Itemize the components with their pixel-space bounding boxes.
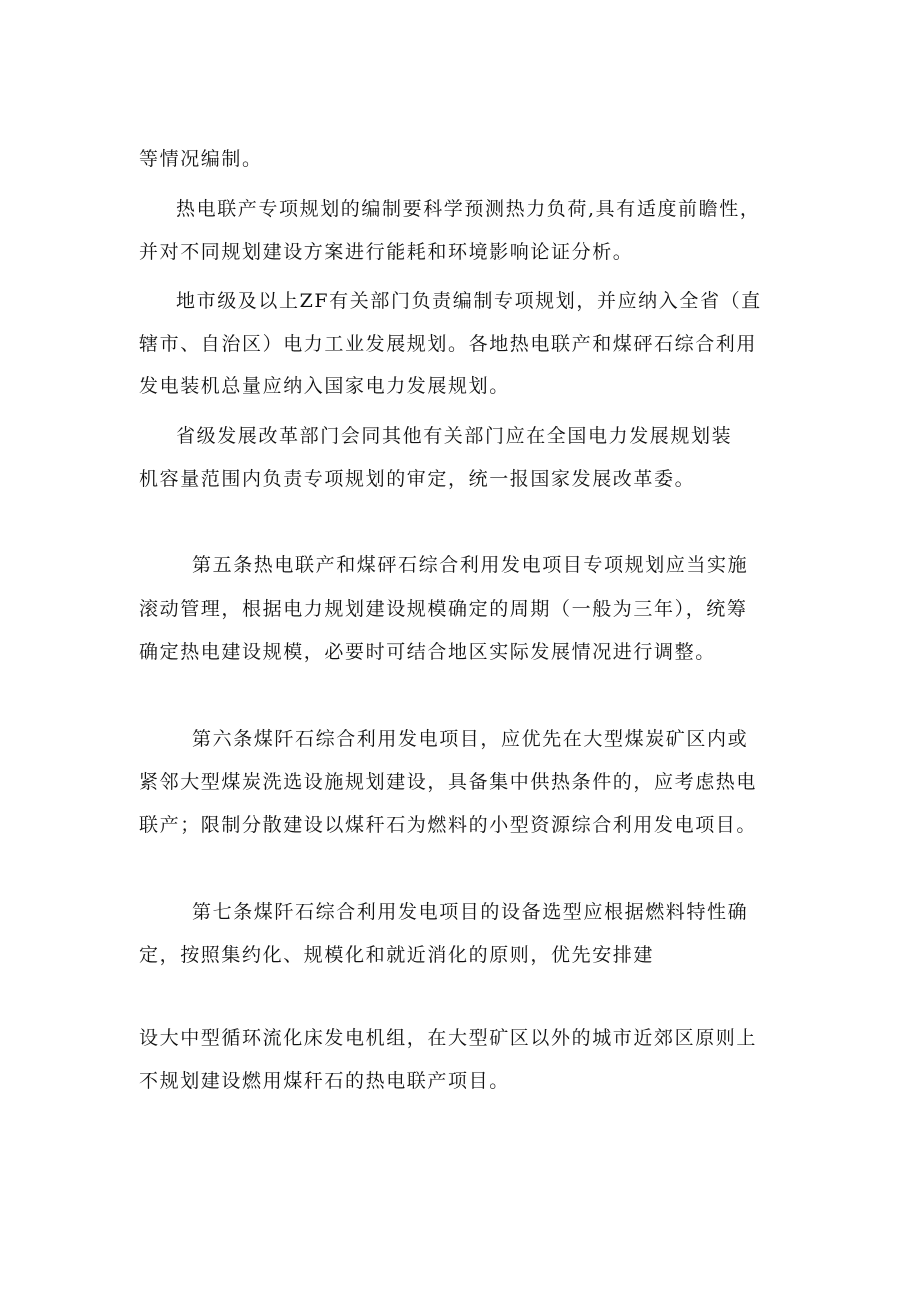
article-7-line-3: 设大中型循环流化床发电机组，在大型矿区以外的城市近郊区原则上 <box>139 1027 758 1049</box>
article-6-line-2: 紧邻大型煤炭洗选设施规划建设，具备集中供热条件的，应考虑热电 <box>139 771 758 793</box>
article-5-line-2: 滚动管理，根据电力规划建设规模确定的周期（一般为三年），统筹 <box>139 598 748 620</box>
article-5-line-3: 确定热电建设规模，必要时可结合地区实际发展情况进行调整。 <box>139 641 716 663</box>
article-5-line-1: 第五条热电联产和煤砰石综合利用发电项目专项规划应当实施 <box>192 554 749 576</box>
paragraph-provincial-line-1: 省级发展改革部门会同其他有关部门应在全国电力发展规划装 <box>176 425 733 447</box>
paragraph-municipal-line-1: 地市级及以上ZF有关部门负责编制专项规划，并应纳入全省（直 <box>176 290 762 312</box>
article-7-line-2: 定，按照集约化、规模化和就近消化的原则，优先安排建 <box>139 944 655 966</box>
article-7-line-4: 不规划建设燃用煤秆石的热电联产项目。 <box>139 1070 510 1092</box>
paragraph-municipal-line-2: 辖市、自治区）电力工业发展规划。各地热电联产和煤砰石综合利用 <box>139 333 758 355</box>
text-line-continuation: 等情况编制。 <box>139 148 263 170</box>
paragraph-provincial-line-2: 机容量范围内负责专项规划的审定，统一报国家发展改革委。 <box>139 468 696 490</box>
article-7-line-1: 第七条煤阡石综合利用发电项目的设备选型应根据燃料特性确 <box>192 901 749 923</box>
paragraph-municipal-line-3: 发电装机总量应纳入国家电力发展规划。 <box>139 375 510 397</box>
paragraph-chp-planning-line-2: 并对不同规划建设方案进行能耗和环境影响论证分析。 <box>139 241 634 263</box>
paragraph-chp-planning-line-1: 热电联产专项规划的编制要科学预测热力负荷,具有适度前瞻性， <box>176 198 761 220</box>
article-6-line-1: 第六条煤阡石综合利用发电项目，应优先在大型煤炭矿区内或 <box>192 728 749 750</box>
article-6-line-3: 联产；限制分散建设以煤秆石为燃料的小型资源综合利用发电项目。 <box>139 814 758 836</box>
